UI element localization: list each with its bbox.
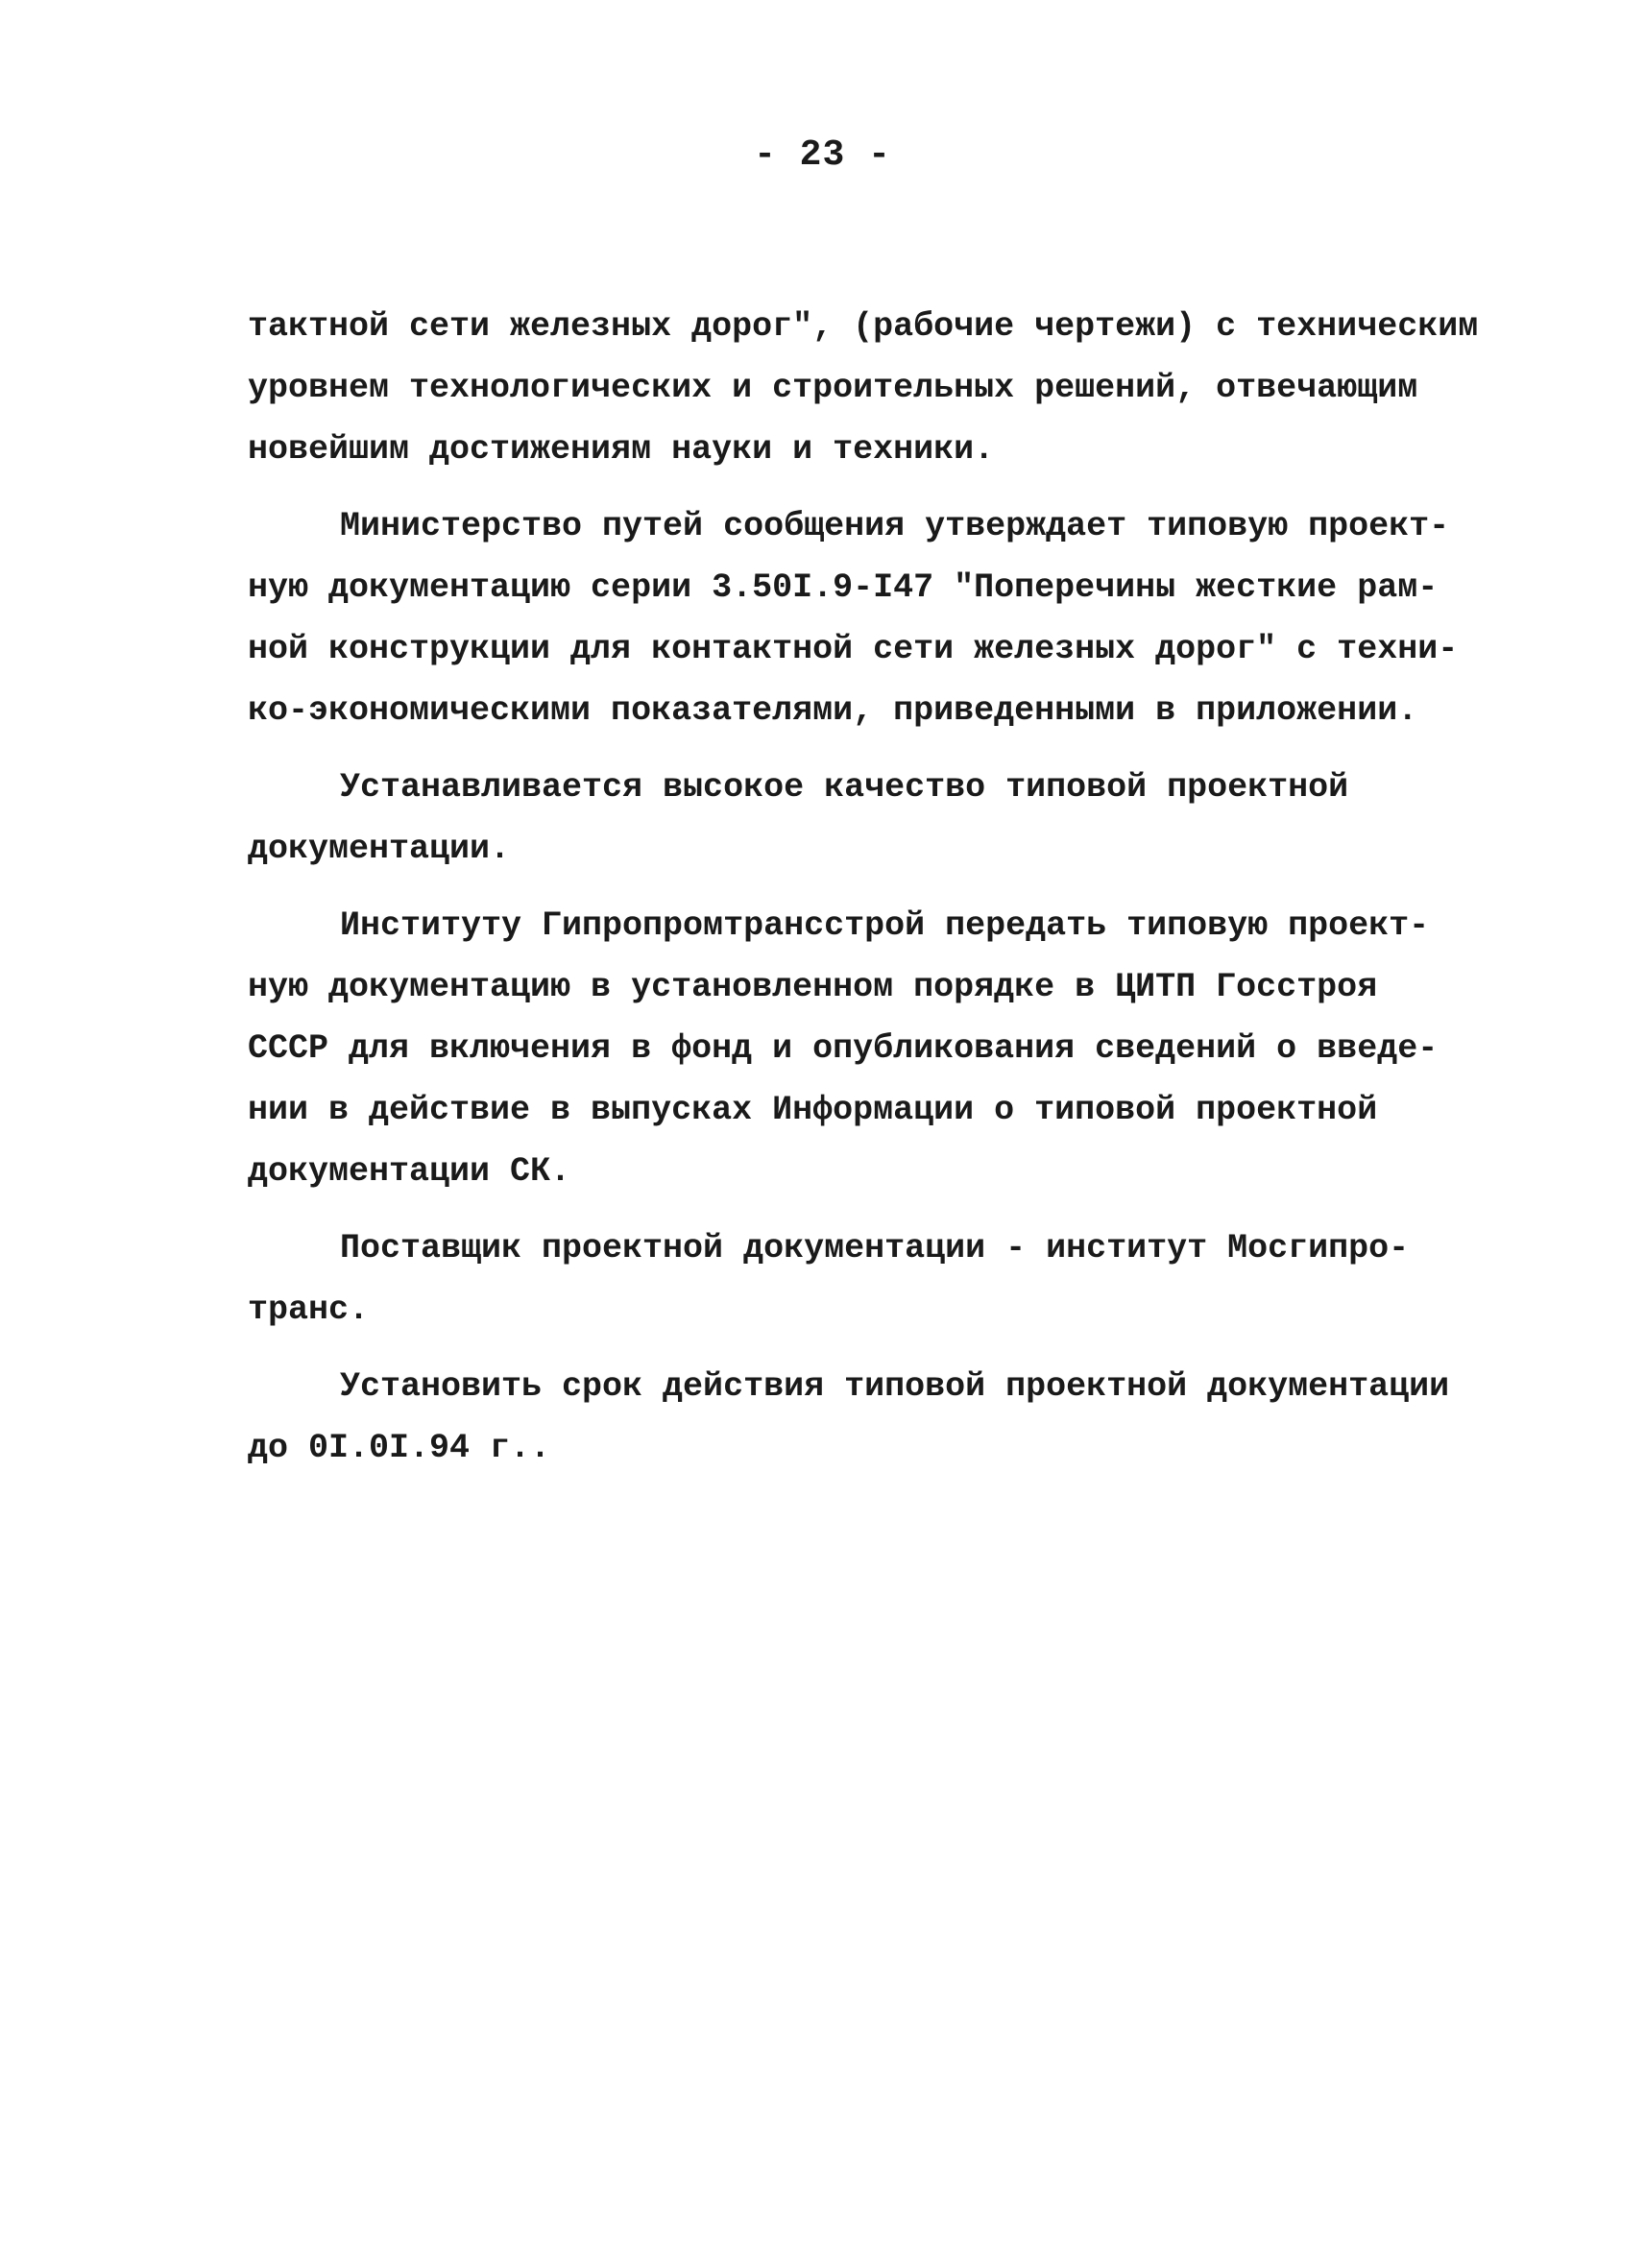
text-line: Поставщик проектной документации - институт Мосгипро- — [340, 1229, 1410, 1267]
text-line: СССР для включения в фонд и опубликования сведений о введе- — [248, 1029, 1439, 1068]
text-line: новейшим достижениям науки и техники. — [248, 430, 995, 469]
text-line: документации СК. — [248, 1152, 571, 1191]
paragraph — [248, 895, 1448, 1202]
text-line: ко-экономическими показателями, приведенными в приложении. — [248, 691, 1418, 730]
text-line: нии в действие в выпусках Информации о типовой проектной — [248, 1091, 1378, 1129]
paragraph — [248, 296, 1479, 480]
text-line: Министерство путей сообщения утверждает типовую проект- — [340, 507, 1450, 545]
text-line: ной конструкции для контактной сети железных дорог" с техни- — [248, 630, 1459, 668]
text-line: Устанавливается высокое качество типовой проектной — [340, 768, 1349, 807]
paragraph — [248, 1218, 1448, 1340]
text-line: документации. — [248, 830, 511, 868]
text-line: транс. — [248, 1291, 370, 1329]
document-body — [248, 296, 1479, 1479]
page-number: - 23 - — [754, 134, 891, 176]
text-line: тактной сети железных дорог", (рабочие чертежи) с техническим — [248, 307, 1479, 346]
text-line: Установить срок действия типовой проектной документации — [340, 1367, 1450, 1406]
text-line: уровнем технологических и строительных решений, отвечающим — [248, 369, 1418, 407]
text-line: Институту Гипропромтрансстрой передать типовую проект- — [340, 906, 1430, 945]
paragraph — [248, 757, 1448, 880]
text-line: до 0I.0I.94 г.. — [248, 1429, 551, 1467]
text-line: ную документацию серии 3.50I.9-I47 "Поперечины жесткие рам- — [248, 568, 1439, 607]
paragraph — [248, 495, 1459, 741]
text-line: ную документацию в установленном порядке в ЦИТП Госстроя — [248, 968, 1378, 1006]
paragraph — [248, 1356, 1448, 1479]
